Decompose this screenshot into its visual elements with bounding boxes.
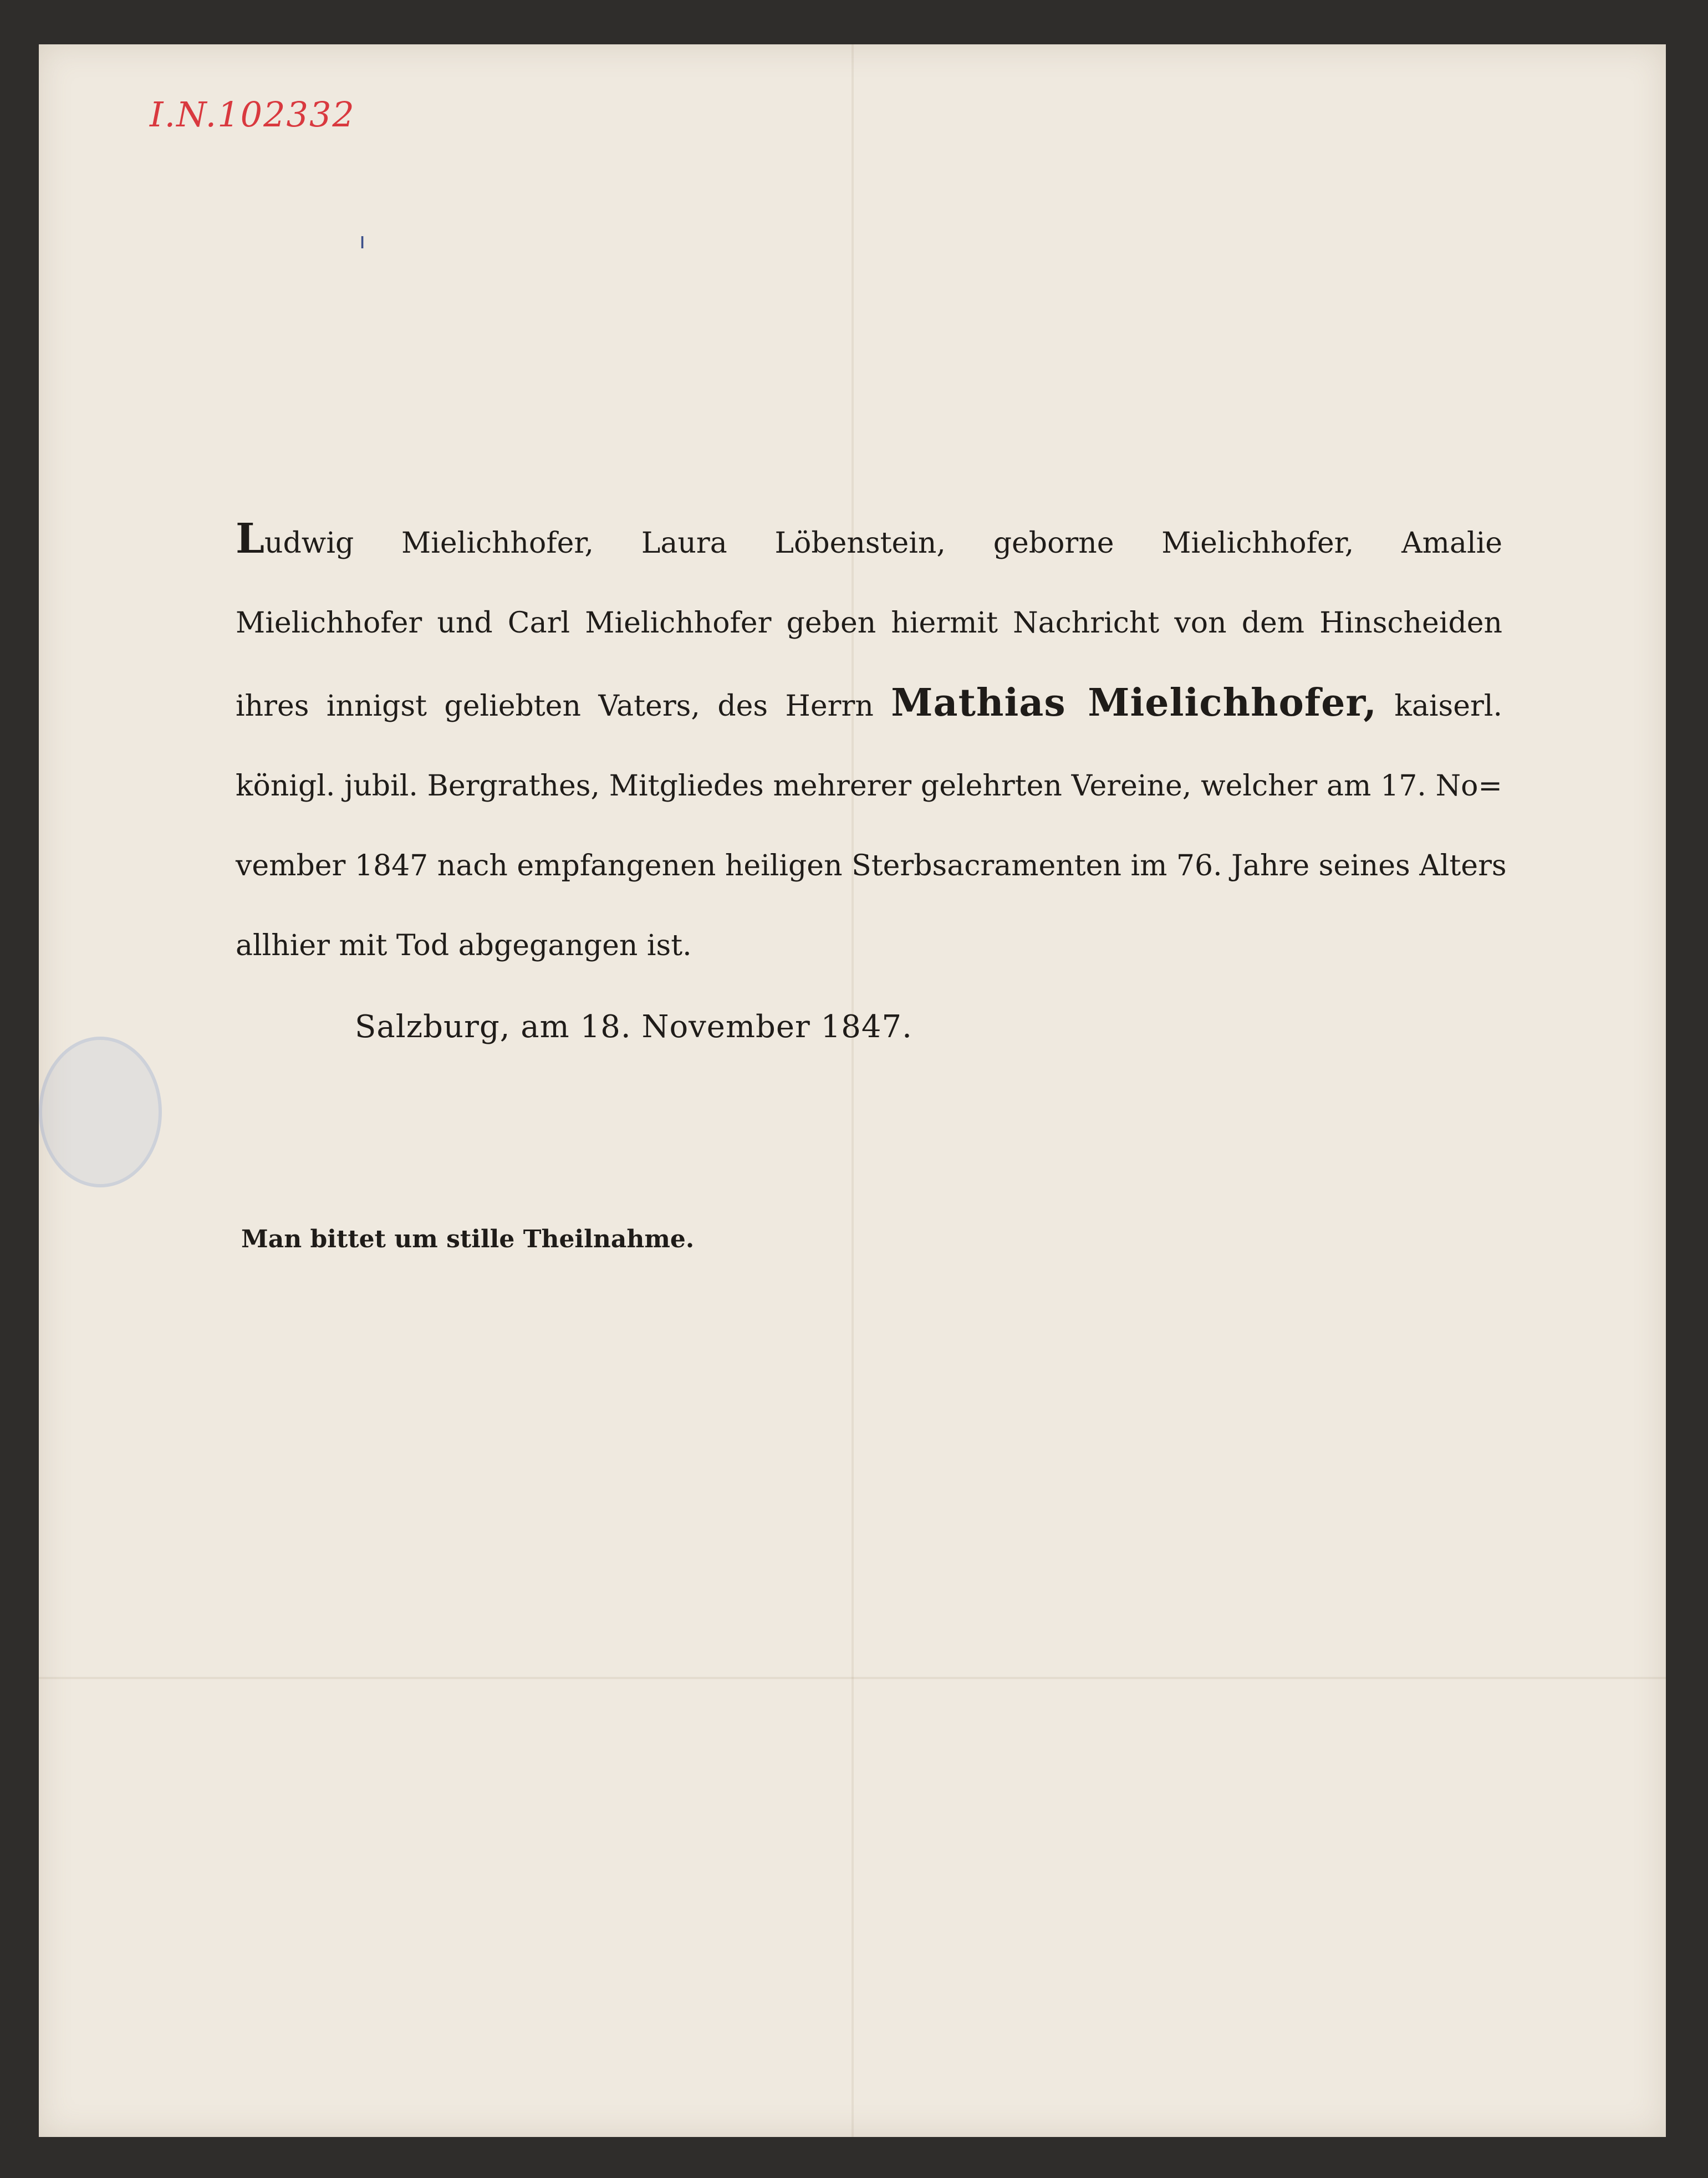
notice-line-4: königl. jubil. Bergrathes, Mitgliedes mehrerer gelehrten Vereine, welcher am 17. No= bbox=[236, 769, 1502, 803]
notice-body bbox=[236, 499, 1507, 986]
closing-line: Man bittet um stille Theilnahme. bbox=[241, 1225, 695, 1253]
notice-line-6: allhier mit Tod abgegangen ist. bbox=[236, 929, 692, 962]
notice-line-3-before: ihres innigst geliebten Vaters, des Herrn bbox=[236, 690, 874, 723]
document-sheet bbox=[39, 44, 1666, 2137]
notice-line-1 bbox=[236, 499, 1502, 583]
place-and-date: Salzburg, am 18. November 1847. bbox=[355, 1009, 912, 1045]
faded-stamp-seal bbox=[39, 1037, 162, 1187]
notice-line-2: Mielichhofer und Carl Mielichhofer geben hiermit Nachricht von dem Hinscheiden bbox=[236, 606, 1502, 640]
notice-line-3 bbox=[236, 663, 1502, 746]
notice-line-3-after: kaiserl. bbox=[1394, 690, 1502, 723]
notice-line-5: vember 1847 nach empfangenen heiligen Sterbsacramenten im 76. Jahre seines Alters bbox=[236, 849, 1507, 883]
notice-line-1-text: udwig Mielichhofer, Laura Löbenstein, geborne Mielichhofer, Amalie bbox=[264, 527, 1502, 560]
pen-mark: ı bbox=[359, 228, 366, 254]
vertical-fold-line bbox=[852, 44, 854, 2137]
inventory-number: I.N.102332 bbox=[150, 94, 355, 135]
horizontal-fold-line bbox=[39, 1677, 1666, 1679]
deceased-name: Mathias Mielichhofer, bbox=[891, 681, 1377, 725]
drop-cap: L bbox=[236, 515, 265, 563]
